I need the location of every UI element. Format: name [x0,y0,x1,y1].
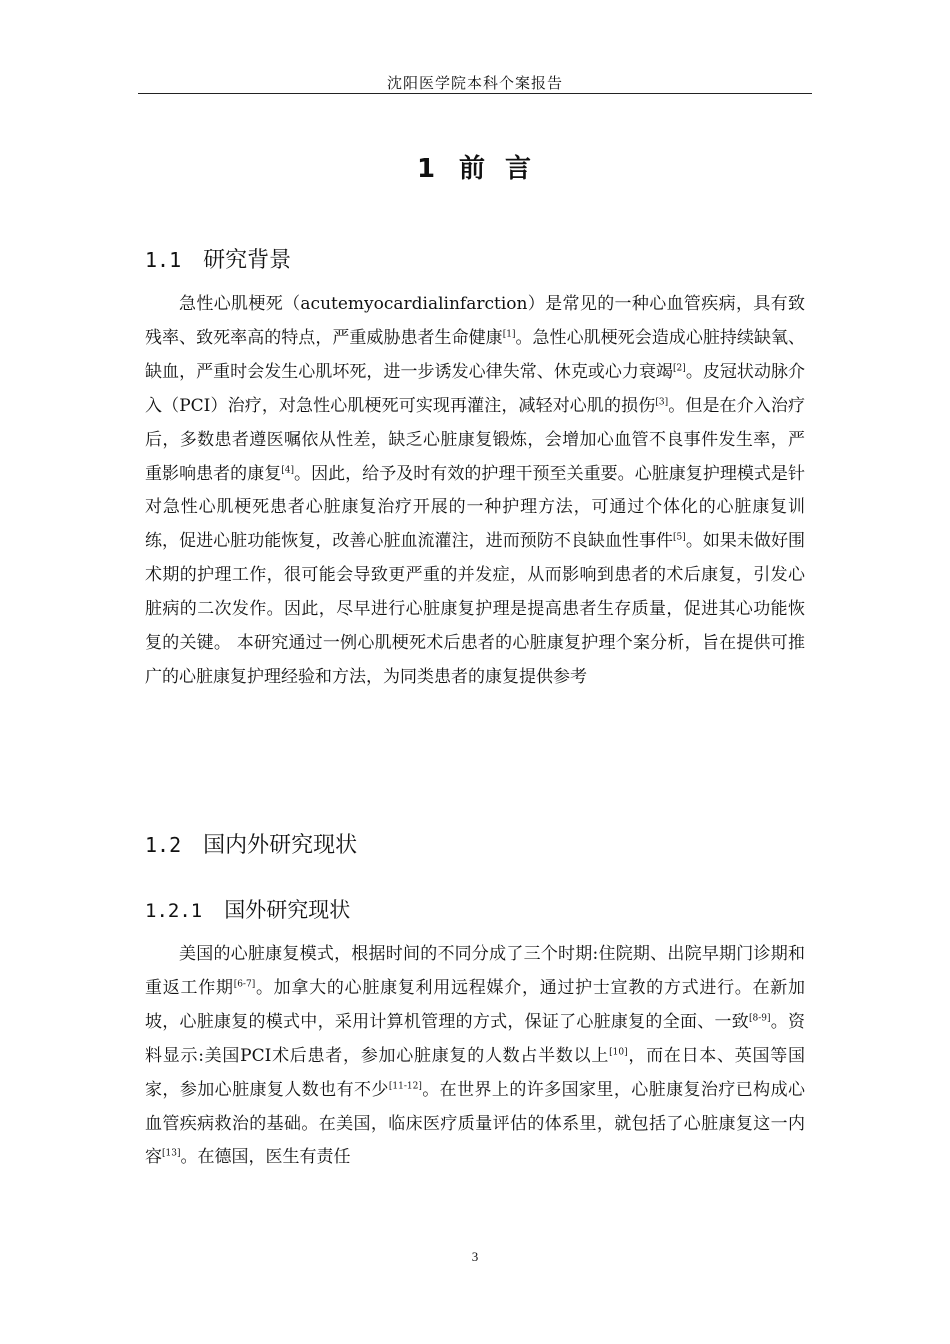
citation: [4] [281,464,295,475]
citation: [10] [609,1047,628,1058]
subsection-number: 1.2.1 [145,900,203,922]
section-heading-1-1 [145,243,291,274]
citation: [13] [162,1148,181,1159]
chapter-title-part1: 前 [459,154,488,184]
chapter-title-part2: 言 [505,154,534,184]
section-number: 1.1 [145,248,182,272]
paragraph-text: 。急性心肌梗死会造成心脏持续缺氧、缺血，严重时会发生心肌坏死，进一步诱发心律失常、休克或心力衰竭 [145,327,806,382]
paragraph-text: ，而在日本、英国等国家，参加心脏康复人数也有不少 [145,1045,806,1100]
citation: [6-7] [233,979,256,990]
running-header: 沈阳医学院本科个案报告 [386,74,563,92]
subsection-title: 国外研究现状 [224,898,351,922]
citation: [5] [673,532,686,543]
page-number: 3 [471,1249,479,1264]
paragraph-text: 。在德国，医生有责任 [180,1147,351,1168]
citation: [1] [502,329,516,340]
chapter-number: 1 [416,154,438,184]
citation: [3] [655,397,669,408]
section-number: 1.2 [145,833,182,857]
citation: [8-9] [748,1013,771,1024]
header-rule [138,93,812,94]
paragraph-text: 。在世界上的许多国家里，心脏康复治疗已构成心血管疾病救治的基础。在美国，临床医疗质量评估的体系里，就包括了心脏康复这一内容 [145,1079,806,1168]
section-title: 研究背景 [203,248,292,273]
citation: [2] [673,363,686,374]
citation: [11-12] [388,1080,422,1091]
paragraph-text: 。资料显示:美国PCI术后患者，参加心脏康复的人数占半数以上 [145,1011,806,1066]
paragraph-text: 急性心肌梗死（acutemyocardialinfarction）是常见的一种心血管疾病，具有致残率、致死率高的特点，严重威胁患者生命健康 [145,294,805,348]
paragraph-text: 。加拿大的心脏康复利用远程媒介，通过护士宣教的方式进行。在新加坡，心脏康复的模式中，采用计算机管理的方式，保证了心脏康复的全面、一致 [145,977,806,1032]
chapter-title [0,148,950,185]
paragraph-text: 。因此，给予及时有效的护理干预至关重要。心脏康复护理模式是针对急性心肌梗死患者心脏康复治疗开展的一种护理方法，可通过个体化的心脏康复训练，促进心脏功能恢复，改善心脏血流灌注，进而预防不良缺血性事件 [145,463,806,552]
paragraph-text: 。皮冠状动脉介入（PCI）治疗，对急性心肌梗死可实现再灌注，减轻对心肌的损伤 [145,361,806,416]
section-heading-1-2 [145,828,357,859]
section-title: 国内外研究现状 [203,833,358,858]
body-paragraph-background [145,288,805,695]
paragraph-text: 美国的心脏康复模式，根据时间的不同分成了三个时期:住院期、出院早期门诊期和重返工作期 [145,944,805,998]
body-paragraph-foreign-research [145,938,805,1175]
paragraph-text: 。如果未做好围术期的护理工作，很可能会导致更严重的并发症，从而影响到患者的术后康复，引发心脏病的二次发作。因此，尽早进行心脏康复护理是提高患者生存质量，促进其心功能恢复的关键。 本研究通过一例心肌梗死术后患者的心脏康复护理个案分析，旨在提供可推广的心脏康复护理经验和方法，为同类患者的康复提供参考 [145,531,806,687]
subsection-heading-1-2-1 [145,894,350,924]
paragraph-text: 。但是在介入治疗后，多数患者遵医嘱依从性差，缺乏心脏康复锻炼，会增加心血管不良事件发生率，严重影响患者的康复 [145,395,805,484]
